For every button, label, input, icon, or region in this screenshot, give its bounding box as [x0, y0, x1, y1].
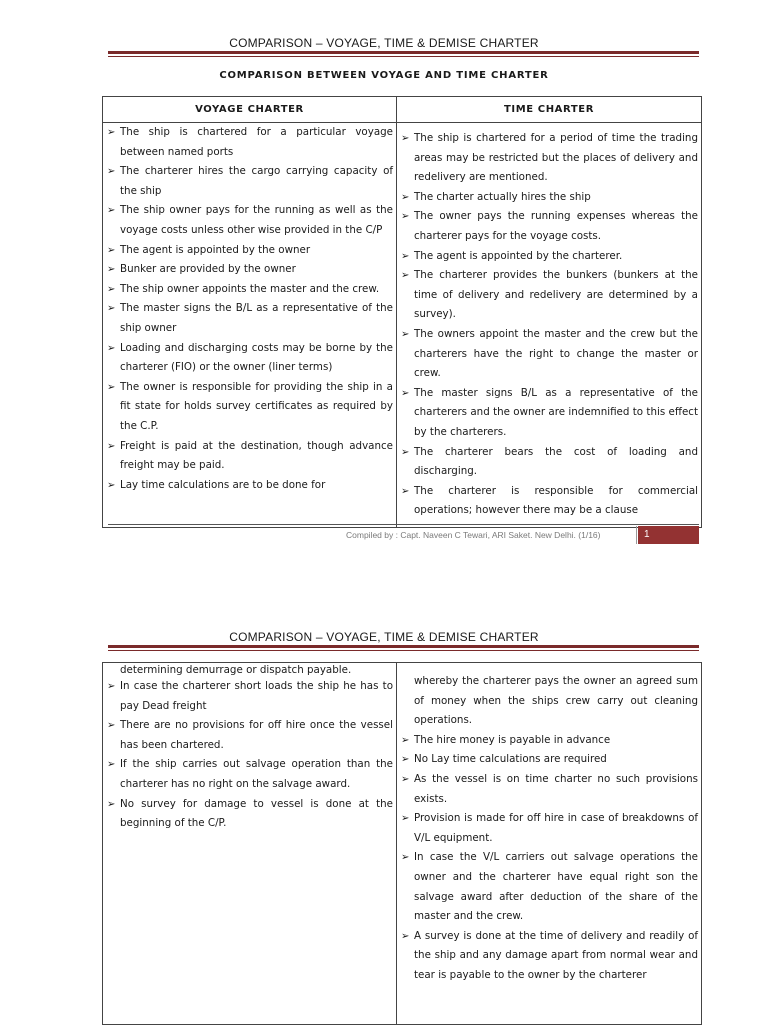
- page2-header-rule: [108, 645, 699, 648]
- voyage-point-item: [106, 378, 393, 437]
- voyage-point-item-text: The charterer hires the cargo carrying capacity of the ship: [120, 165, 393, 197]
- voyage-point-item: [106, 716, 393, 755]
- bullet-arrow-icon: ➢: [107, 759, 116, 771]
- voyage-point-item-text: There are no provisions for off hire once the vessel has been chartered.: [120, 719, 393, 751]
- voyage-point-item: [106, 795, 393, 834]
- voyage-point-item: [106, 299, 393, 338]
- voyage-point-item-text: No survey for damage to vessel is done at the beginning of the C/P.: [120, 797, 393, 830]
- voyage-point-item-text: Freight is paid at the destination, though advance freight may be paid.: [120, 439, 393, 472]
- page2-header-rule-thin: [108, 650, 699, 651]
- time-point-item-text: The charterer bears the cost of loading and discharging.: [414, 445, 698, 478]
- time-point-item: [400, 325, 698, 384]
- voyage-point-item: [106, 241, 393, 261]
- time-point-item-text: Provision is made for off hire in case of breakdowns of V/L equipment.: [414, 812, 698, 844]
- voyage-point-item: [106, 260, 393, 280]
- time-continued-text: whereby the charterer pays the owner an agreed sum of money when the ships crew carry out cleaning operations.: [414, 675, 698, 727]
- bullet-arrow-icon: ➢: [401, 734, 410, 746]
- time-point-item-text: The agent is appointed by the charterer.: [414, 249, 623, 262]
- bullet-arrow-icon: ➢: [107, 205, 116, 217]
- voyage-point-item-text: The ship owner pays for the running as well as the voyage costs unless other wise provided in the C/P: [120, 204, 393, 236]
- voyage-point-item-text: The agent is appointed by the owner: [120, 243, 311, 256]
- bullet-arrow-icon: ➢: [401, 133, 410, 144]
- voyage-point-item-text: If the ship carries out salvage operation than the charterer has no right on the salvage award.: [120, 758, 393, 790]
- voyage-point-item-text: The master signs the B/L as a representative of the ship owner: [120, 302, 393, 334]
- bullet-arrow-icon: ➢: [107, 127, 116, 138]
- bullet-arrow-icon: ➢: [401, 813, 410, 825]
- voyage-point-item: [106, 123, 393, 162]
- voyage-point-item-text: The owner is responsible for providing the ship in a fit state for holds survey certificates as required by the C.P.: [120, 380, 393, 432]
- voyage-point-item: [106, 339, 393, 378]
- page-header-title: COMPARISON – VOYAGE, TIME & DEMISE CHARTER: [229, 36, 539, 50]
- voyage-point-item: [106, 437, 393, 476]
- time-point-item: [400, 247, 698, 267]
- bullet-arrow-icon: ➢: [107, 342, 116, 354]
- time-point-item-text: The ship is chartered for a period of time the trading areas may be restricted but the places of delivery and redelivery are mentioned.: [414, 132, 698, 184]
- voyage-point-item-text: The ship is chartered for a particular voyage between named ports: [120, 126, 393, 158]
- voyage-point-item: [106, 476, 393, 496]
- voyage-point-item-text: Lay time calculations are to be done for: [120, 478, 326, 491]
- footer-separator: [636, 526, 637, 544]
- time-point-item: [400, 266, 698, 325]
- column-header-voyage: VOYAGE CHARTER: [103, 97, 397, 123]
- time-point-item-text: The charterer is responsible for commercial operations; however there may be a clause: [414, 484, 698, 517]
- time-point-item-text: The owners appoint the master and the crew but the charterers have the right to change the master or crew.: [414, 327, 698, 380]
- bullet-arrow-icon: ➢: [107, 440, 116, 452]
- bullet-arrow-icon: ➢: [107, 244, 116, 256]
- time-point-item: [400, 384, 698, 443]
- time-point-item-text: The hire money is payable in advance: [414, 733, 611, 746]
- bullet-arrow-icon: ➢: [401, 773, 410, 785]
- voyage-point-item: [106, 755, 393, 794]
- voyage-point-item-text: Loading and discharging costs may be borne by the charterer (FIO) or the owner (liner terms): [120, 341, 393, 374]
- voyage-point-item: [106, 162, 393, 201]
- time-point-item-text: No Lay time calculations are required: [414, 753, 607, 766]
- bullet-arrow-icon: ➢: [107, 798, 116, 810]
- bullet-arrow-icon: ➢: [107, 283, 116, 295]
- compiled-by-text: Compiled by : Capt. Naveen C Tewari, ARI Saket. New Delhi. (1/16): [346, 530, 601, 540]
- document-subtitle: COMPARISON BETWEEN VOYAGE AND TIME CHARTER: [219, 70, 549, 81]
- bullet-arrow-icon: ➢: [107, 303, 116, 315]
- bullet-arrow-icon: ➢: [107, 681, 116, 692]
- header-rule: [108, 51, 699, 54]
- voyage-charter-list-continued: [106, 677, 393, 834]
- bullet-arrow-icon: ➢: [401, 754, 410, 766]
- voyage-point-item-text: The ship owner appoints the master and the crew.: [120, 282, 380, 295]
- footer-rule: [108, 524, 699, 525]
- time-point-item: [400, 750, 698, 770]
- time-point-item: [400, 207, 698, 246]
- time-point-item: [400, 443, 698, 482]
- page2-header-title: COMPARISON – VOYAGE, TIME & DEMISE CHARTER: [229, 630, 539, 644]
- comparison-table-page1: [102, 96, 702, 528]
- time-point-item-text: The master signs B/L as a representative of the charterers and the owner are indemnified to this effect by the charterers.: [414, 386, 698, 438]
- time-point-item: [400, 731, 698, 751]
- time-point-item: [400, 482, 698, 521]
- time-point-item-text: The charter actually hires the ship: [414, 190, 591, 203]
- bullet-arrow-icon: ➢: [107, 479, 116, 491]
- bullet-arrow-icon: ➢: [107, 166, 116, 178]
- bullet-arrow-icon: ➢: [107, 381, 116, 393]
- bullet-arrow-icon: ➢: [401, 446, 410, 458]
- bullet-arrow-icon: ➢: [107, 264, 116, 276]
- time-point-item: [400, 927, 698, 986]
- time-point-item-text: As the vessel is on time charter no such provisions exists.: [414, 772, 698, 805]
- time-point-item: [400, 809, 698, 848]
- voyage-point-item-text: Bunker are provided by the owner: [120, 263, 296, 276]
- time-point-item-text: In case the V/L carriers out salvage operations the owner and the charterer have equal right son the salvage award after deduction of the share of the master and the crew.: [414, 851, 698, 923]
- voyage-charter-list: [106, 123, 393, 495]
- comparison-table-page2: [102, 662, 702, 1025]
- voyage-point-item: [106, 201, 393, 240]
- voyage-point-item: [106, 677, 393, 716]
- bullet-arrow-icon: ➢: [401, 328, 410, 340]
- column-header-time: TIME CHARTER: [397, 97, 702, 123]
- time-point-item: [400, 129, 698, 188]
- time-point-item: [400, 848, 698, 926]
- time-point-item-text: The charterer provides the bunkers (bunkers at the time of delivery and redelivery are determined by a survey).: [414, 269, 698, 321]
- time-charter-list: [400, 129, 698, 521]
- voyage-point-item-text: In case the charterer short loads the ship he has to pay Dead freight: [120, 680, 393, 712]
- time-point-item-text: The owner pays the running expenses whereas the charterer pays for the voyage costs.: [414, 210, 698, 242]
- bullet-arrow-icon: ➢: [401, 387, 410, 399]
- page-number-badge: 1: [638, 526, 699, 544]
- bullet-arrow-icon: ➢: [401, 852, 410, 864]
- voyage-continued-text: determining demurrage or dispatch payable.: [120, 664, 352, 676]
- bullet-arrow-icon: ➢: [401, 485, 410, 497]
- bullet-arrow-icon: ➢: [401, 930, 410, 942]
- bullet-arrow-icon: ➢: [107, 720, 116, 732]
- header-rule-thin: [108, 56, 699, 57]
- bullet-arrow-icon: ➢: [401, 270, 410, 282]
- time-charter-list-continued: [400, 731, 698, 986]
- bullet-arrow-icon: ➢: [401, 211, 410, 223]
- time-point-item-text: A survey is done at the time of delivery and readily of the ship and any damage apart from normal wear and tear is payable to the owner by the charterer: [414, 929, 698, 981]
- bullet-arrow-icon: ➢: [401, 250, 410, 262]
- time-point-item: [400, 188, 698, 208]
- bullet-arrow-icon: ➢: [401, 191, 410, 203]
- voyage-point-item: [106, 280, 393, 300]
- time-point-item: [400, 770, 698, 809]
